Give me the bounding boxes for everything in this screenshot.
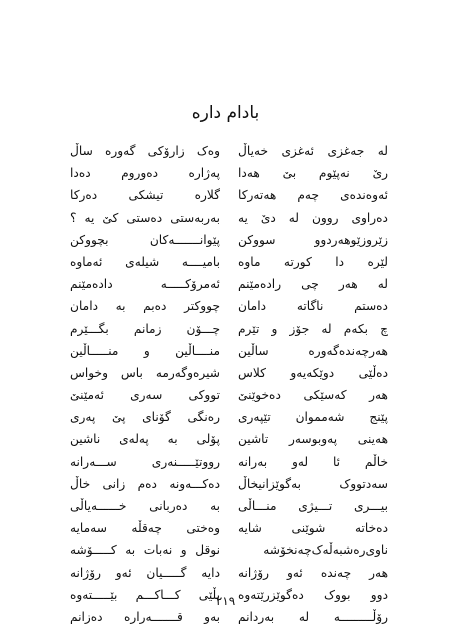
poem-couplet — [70, 517, 388, 539]
couplet-second-hemistich: رووتێـــــنەری ســـەرانە — [70, 454, 220, 469]
couplet-first-hemistich: هەرچەندەگەورە ساڵین — [238, 343, 388, 358]
poem-couplet — [70, 162, 388, 184]
couplet-second-hemistich: پەژارە دەوروم دەدا — [70, 166, 220, 181]
couplet-second-hemistich: پۆلی بە پەلەی ناشین — [70, 432, 220, 447]
poem-couplet — [70, 295, 388, 317]
couplet-first-hemistich: ئەوەندەی چەم هەتەرکا — [238, 188, 388, 203]
couplet-first-hemistich: هەر چەندە ئەو رۆژانە — [238, 565, 388, 580]
couplet-first-hemistich: هەر کەسێکی دەخوێنێ — [238, 388, 388, 403]
couplet-second-hemistich: دایە گـــــیان ئەو رۆژانە — [70, 565, 220, 580]
couplet-second-hemistich: ئەمرۆکـــــە دادەمێنم — [70, 277, 220, 292]
poem-couplet — [70, 428, 388, 450]
couplet-second-hemistich: وەختی چەقڵە سەمایە — [70, 521, 220, 536]
poem-couplet — [70, 451, 388, 473]
couplet-first-hemistich: دەراوی روون لە دێ یە — [238, 210, 388, 225]
couplet-second-hemistich: نوقل و نەبات بە کـــــۆشە — [70, 543, 220, 558]
couplet-first-hemistich: ناوی‌رەشبەڵەک‌چەنخۆشە — [263, 543, 388, 558]
couplet-second-hemistich: بە دەربانی خــــــەیاڵی — [70, 499, 220, 513]
poem-couplet — [70, 207, 388, 229]
couplet-second-hemistich: بەو قـــــــەرارە دەزانم — [70, 609, 220, 624]
couplet-first-hemistich: چ بکەم لە جۆز و تێرم — [238, 321, 388, 336]
poem-couplet — [70, 495, 388, 517]
poem-couplet — [70, 539, 388, 561]
couplet-first-hemistich: لە هەر چی رادەمێنم — [238, 277, 388, 292]
couplet-first-hemistich: رۆڵـــــــــە لە بەردانم — [238, 609, 388, 624]
couplet-first-hemistich: دوو بووک دەگوێزرێتەوە — [238, 587, 388, 602]
poem-couplet — [70, 384, 388, 406]
poem-couplet — [70, 318, 388, 340]
couplet-second-hemistich: چـــۆن زمانم بگـــێرم — [70, 321, 220, 336]
couplet-second-hemistich: بەربەستی دەستی کێ یە ؟ — [70, 210, 220, 225]
poem-couplet — [70, 562, 388, 584]
poem-couplet — [70, 362, 388, 384]
couplet-second-hemistich: بڵێی کـــاکـــم بێـــــتەوە — [70, 587, 220, 602]
couplet-first-hemistich: هەینی پەوبوسەر تاشین — [238, 432, 388, 447]
poem-couplet — [70, 340, 388, 362]
couplet-first-hemistich: لێرە دا کورتە ماوە — [238, 254, 388, 269]
couplet-second-hemistich: شیرەوگەرمە باس وخواس — [70, 365, 220, 380]
couplet-first-hemistich: پێنج شەمموان تێپەری — [238, 410, 388, 425]
poem-couplet — [70, 473, 388, 495]
poem-couplet — [70, 140, 388, 162]
couplet-first-hemistich: دەخاتە شوێنی شایە — [238, 521, 388, 536]
couplet-second-hemistich: رەنگی گۆنای پێ پەری — [70, 410, 220, 425]
couplet-second-hemistich: چووکتر دەبم بە دامان — [70, 299, 220, 314]
couplet-second-hemistich: گلارە تیشکی دەرکا — [70, 188, 220, 203]
poem-couplet — [70, 251, 388, 273]
couplet-first-hemistich: زێروزێوهەردوو سووکن — [238, 232, 388, 247]
couplet-second-hemistich: دەکـــەونە دەم زانی خاڵ — [70, 476, 220, 491]
poem-body — [70, 140, 388, 628]
couplet-first-hemistich: دەستم ناگاتە دامان — [238, 299, 388, 314]
couplet-second-hemistich: تووکی سەری ئەمێنێ — [70, 388, 220, 403]
poem-couplet — [70, 406, 388, 428]
poem-couplet — [70, 273, 388, 295]
page-number: ٢١٩ — [215, 594, 236, 608]
couplet-second-hemistich: منــــاڵین و منـــــاڵین — [70, 343, 220, 358]
poem-couplet — [70, 606, 388, 628]
couplet-first-hemistich: دەڵێی دوێکەیەو کلاس — [238, 365, 388, 380]
couplet-first-hemistich: سەدتووک بەگوێزانیخاڵ — [238, 476, 388, 491]
poem-couplet — [70, 184, 388, 206]
couplet-first-hemistich: خاڵم ئا لەو بەرانە — [238, 454, 388, 469]
couplet-second-hemistich: پێوانـــــــەکان بچووکن — [70, 232, 220, 247]
couplet-second-hemistich: وەک زارۆکی گەورە ساڵ — [70, 144, 220, 158]
poem-couplet — [70, 229, 388, 251]
poem-title: بادام داره — [191, 103, 260, 123]
couplet-second-hemistich: بامیــــە شیلەی ئەماوە — [70, 254, 220, 269]
couplet-first-hemistich: رێ نەپێوم بێ هەدا — [238, 166, 388, 181]
couplet-first-hemistich: لە جەغزی ئەغزی خەیاڵ — [238, 144, 388, 158]
couplet-first-hemistich: بیـــری تـــیژی منـــاڵی — [238, 499, 388, 513]
